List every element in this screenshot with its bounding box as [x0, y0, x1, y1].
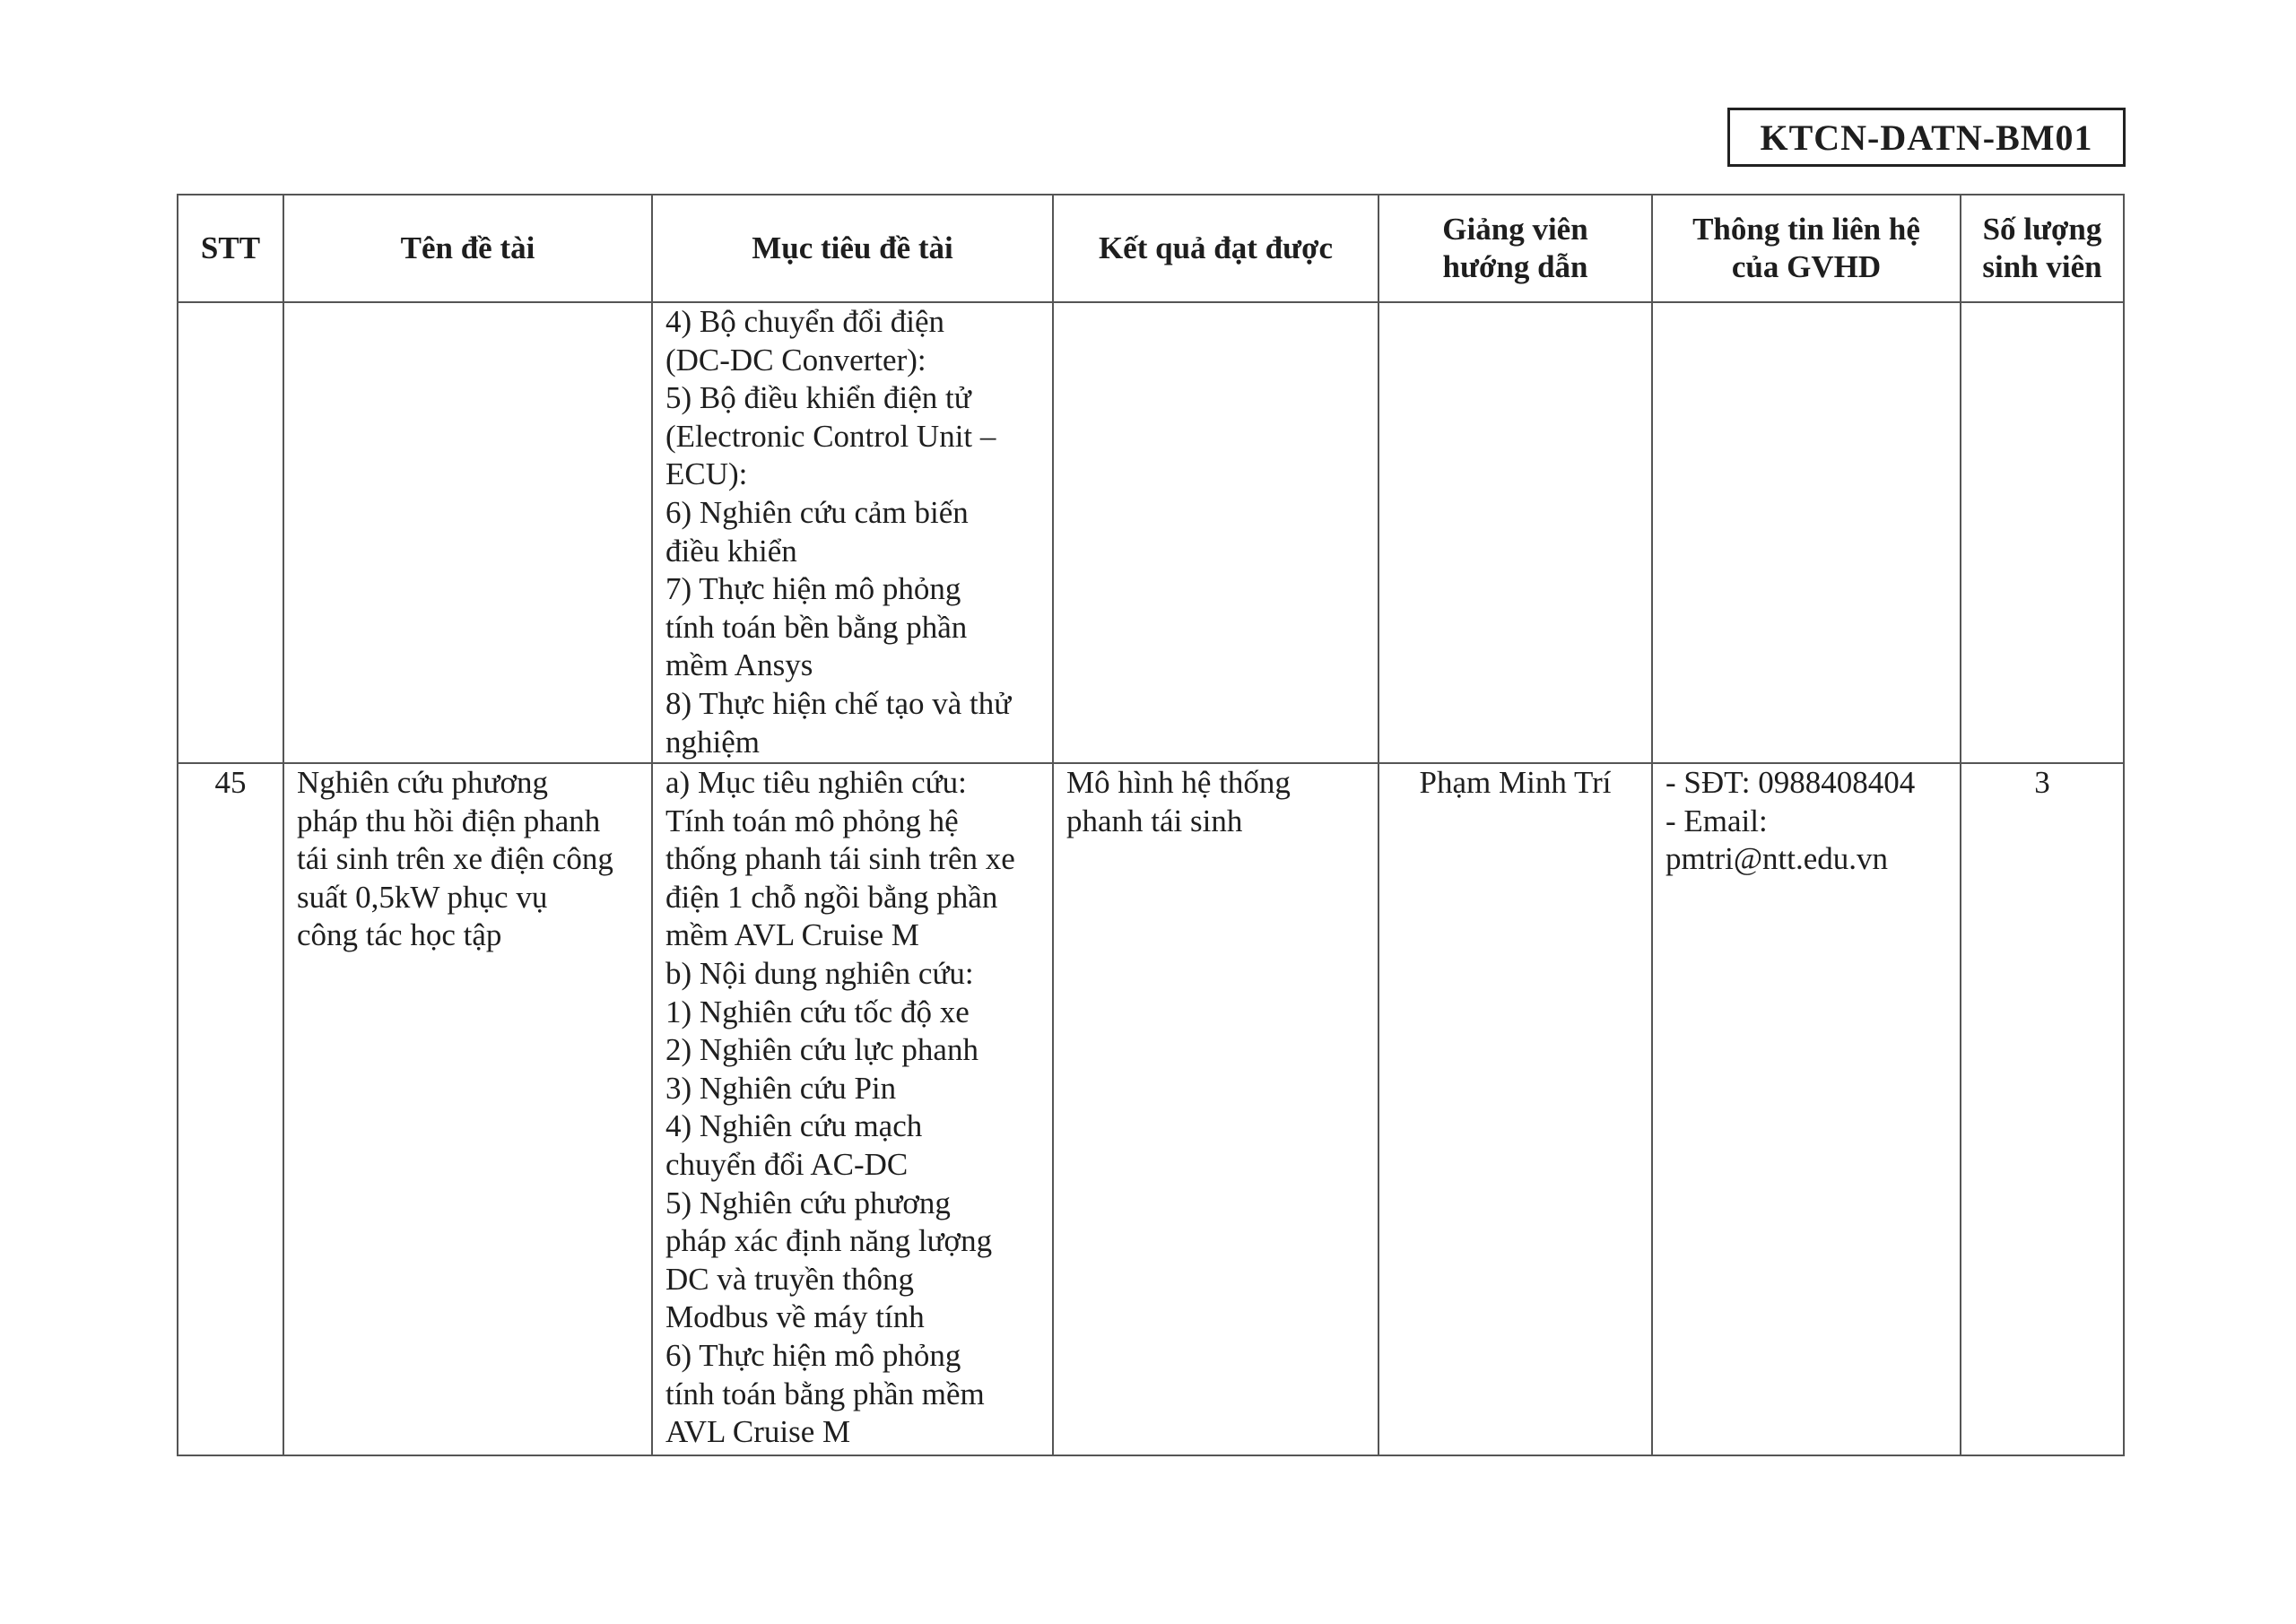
cell-stt: 45 [178, 763, 283, 1455]
objective-line: 2) Nghiên cứu lực phanh [665, 1032, 978, 1068]
objective-line: 6) Thực hiện mô phỏng [665, 1337, 961, 1373]
objective-line: DC và truyền thông [665, 1261, 915, 1297]
objective-line: 4) Bộ chuyển đổi điện [665, 304, 945, 339]
cell-topic-name [283, 763, 652, 1455]
objective-line: 5) Bộ điều khiển điện tử [665, 380, 971, 416]
objective-line: (Electronic Control Unit – [665, 418, 996, 454]
objective-line: mềm AVL Cruise M [665, 917, 919, 953]
cell-results [1053, 763, 1378, 1455]
table-row [178, 302, 2124, 763]
objective-line: 8) Thực hiện chế tạo và thử [665, 685, 1012, 721]
header-student-count-line1: Số lượng [1982, 212, 2102, 247]
header-objectives: Mục tiêu đề tài [652, 195, 1053, 302]
topic-name-line: tái sinh trên xe điện công [297, 841, 613, 877]
objective-line: tính toán bằng phần mềm [665, 1376, 985, 1411]
header-student-count [1961, 195, 2124, 302]
header-supervisor-line1: Giảng viên [1442, 212, 1588, 247]
objective-line: (DC-DC Converter): [665, 342, 926, 378]
objective-line: điện 1 chỗ ngồi bằng phần [665, 879, 998, 915]
objective-line: AVL Cruise M [665, 1414, 851, 1450]
objective-line: 1) Nghiên cứu tốc độ xe [665, 994, 970, 1029]
objective-line: a) Mục tiêu nghiên cứu: [665, 765, 967, 800]
objective-line: 7) Thực hiện mô phỏng [665, 571, 961, 607]
result-line: Mô hình hệ thống [1066, 765, 1291, 800]
objective-line: pháp xác định năng lượng [665, 1223, 993, 1259]
header-stt: STT [178, 195, 283, 302]
cell-stt [178, 302, 283, 763]
objective-line: ECU): [665, 456, 748, 492]
topics-table [177, 194, 2125, 1456]
header-student-count-line2: sinh viên [1982, 249, 2102, 284]
topic-name-line: công tác học tập [297, 917, 502, 953]
cell-supervisor: Phạm Minh Trí [1378, 763, 1652, 1455]
objective-line: Modbus về máy tính [665, 1299, 925, 1335]
header-row [178, 195, 2124, 302]
header-supervisor [1378, 195, 1652, 302]
cell-objectives [652, 302, 1053, 763]
objective-line: 3) Nghiên cứu Pin [665, 1070, 897, 1106]
cell-supervisor [1378, 302, 1652, 763]
cell-results [1053, 302, 1378, 763]
contact-phone: - SĐT: 0988408404 [1665, 765, 1916, 800]
cell-contact [1652, 302, 1961, 763]
header-contact-line1: Thông tin liên hệ [1692, 212, 1920, 247]
result-line: phanh tái sinh [1066, 803, 1243, 838]
header-results: Kết quả đạt được [1053, 195, 1378, 302]
cell-contact [1652, 763, 1961, 1455]
objective-line: b) Nội dung nghiên cứu: [665, 955, 974, 991]
objective-line: 5) Nghiên cứu phương [665, 1185, 951, 1220]
cell-objectives [652, 763, 1053, 1455]
topic-name-line: Nghiên cứu phương [297, 765, 549, 800]
table-row [178, 763, 2124, 1455]
header-topic-name: Tên đề tài [283, 195, 652, 302]
cell-student-count: 3 [1961, 763, 2124, 1455]
objective-line: nghiệm [665, 724, 760, 760]
header-contact-line2: của GVHD [1731, 249, 1882, 284]
header-supervisor-line2: hướng dẫn [1442, 249, 1588, 284]
topic-name-line: pháp thu hồi điện phanh [297, 803, 601, 838]
objective-line: mềm Ansys [665, 647, 813, 683]
objective-line: 4) Nghiên cứu mạch [665, 1108, 923, 1144]
objective-line: Tính toán mô phỏng hệ [665, 803, 959, 838]
form-code-box: KTCN-DATN-BM01 [1727, 108, 2126, 167]
contact-email-label: - Email: [1665, 803, 1768, 838]
cell-topic-name [283, 302, 652, 763]
objective-line: điều khiển [665, 533, 797, 569]
objective-line: 6) Nghiên cứu cảm biến [665, 494, 969, 530]
header-contact [1652, 195, 1961, 302]
objective-line: tính toán bền bằng phần [665, 609, 968, 645]
cell-student-count [1961, 302, 2124, 763]
objective-line: chuyển đổi AC-DC [665, 1146, 909, 1182]
objective-line: thống phanh tái sinh trên xe [665, 841, 1015, 877]
contact-email-address: pmtri@ntt.edu.vn [1665, 841, 1889, 877]
topic-name-line: suất 0,5kW phục vụ [297, 879, 548, 915]
